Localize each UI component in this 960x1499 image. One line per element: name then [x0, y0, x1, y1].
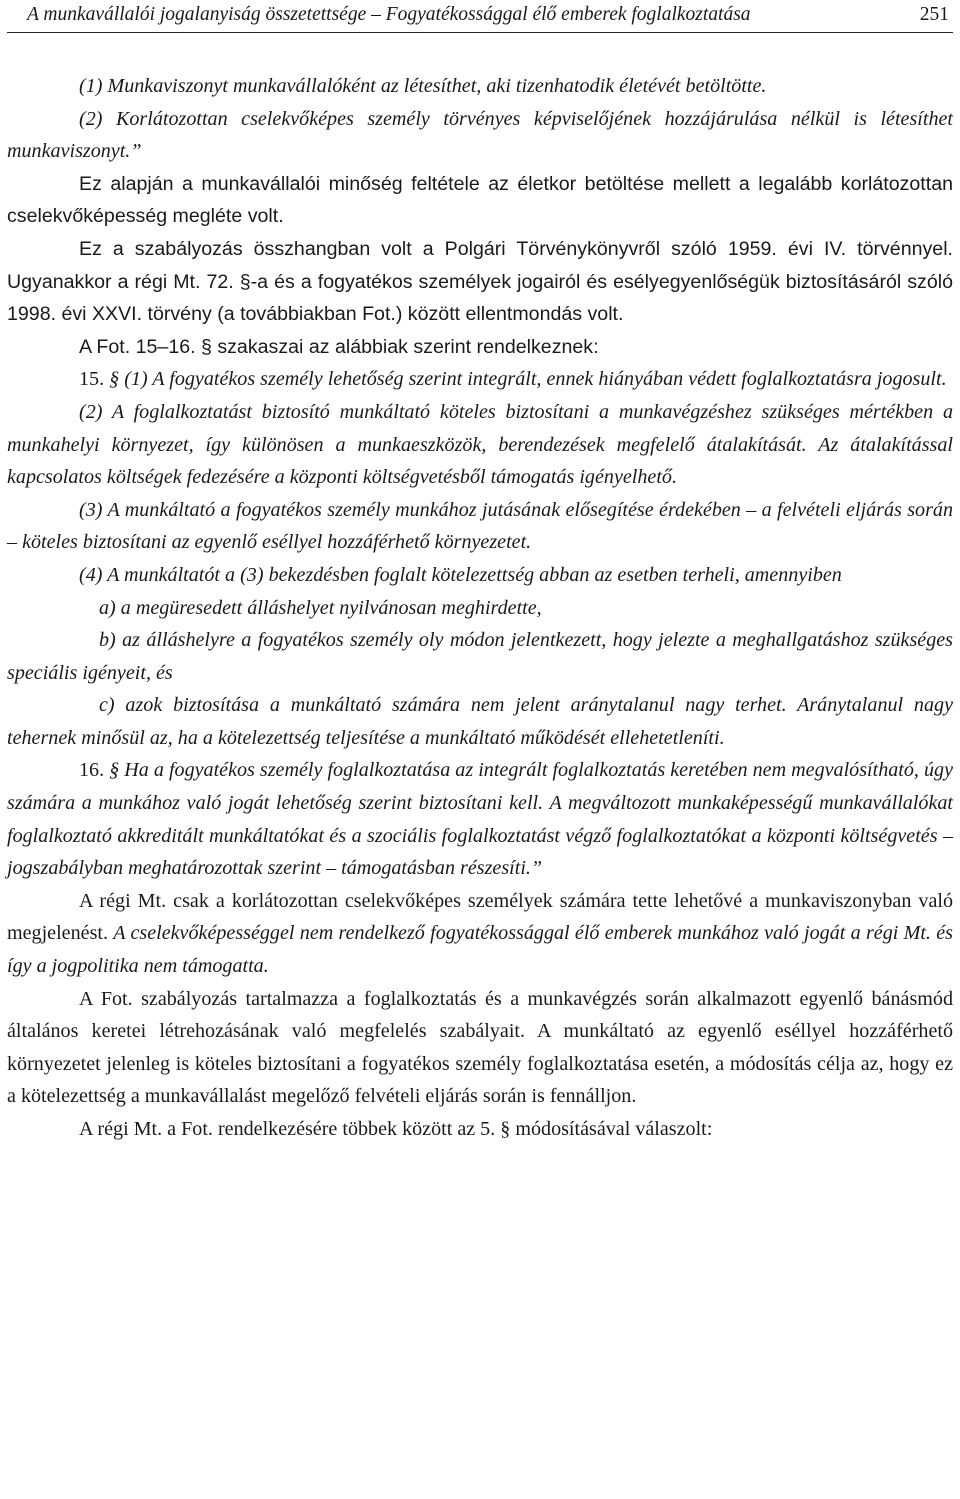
paragraph-section-15-4: (4) A munkáltatót a (3) bekezdésben foglalt kötelezettség abban az esetben terheli, amennyiben — [79, 563, 842, 586]
paragraph-section-15-3: (3) A munkáltató a fogyatékos személy munkához jutásának elősegítése érdekében – a felvételi eljárás során – köteles biztosítani az egyenlő eséllyel hozzáférhető környezetet. — [7, 498, 953, 554]
paragraph-5: A Fot. 15–16. § szakaszai az alábbiak szerint rendelkeznek: — [79, 335, 599, 358]
section-15-number: 15. — [79, 368, 110, 391]
body-text — [7, 70, 953, 1146]
paragraph-16: A régi Mt. a Fot. rendelkezésére többek között az 5. § módosításával válaszolt: — [79, 1118, 713, 1140]
section-16-text: § Ha a fogyatékos személy foglalkoztatása az integrált foglalkoztatás keretében nem megvalósítható, úgy számára a munkához való jogát lehetőség szerint biztosítani kell. A megváltozott munkaképességű munkavállalókat foglalkoztató akkreditált munkáltatókat és a szociális foglalkoztatást végző foglalkoztatókat a központi költségvetés – jogszabályban meghatározottak szerint – támogatásban részesíti.” — [7, 759, 954, 880]
list-item-a: a) a megüresedett álláshelyet nyilvánosan meghirdette, — [99, 596, 542, 619]
section-15-text: § (1) A fogyatékos személy lehetőség szerint integrált, ennek hiányában védett foglalkoztatásra jogosult. — [109, 368, 947, 391]
section-16-number: 16. — [79, 759, 110, 782]
running-title: A munkavállalói jogalanyiság összetettsége – Fogyatékossággal élő emberek foglalkoztatása — [27, 4, 751, 25]
paragraph-quote-1: (1) Munkaviszonyt munkavállalóként az létesíthet, aki tizenhatodik életévét betöltötte. — [79, 75, 767, 97]
paragraph-14-italic: A cselekvőképességgel nem rendelkező fogyatékossággal élő emberek munkához való jogát a régi Mt. és így a jogpolitika nem támogatta. — [7, 922, 953, 978]
paragraph-15: A Fot. szabályozás tartalmazza a foglalkoztatás és a munkavégzés során alkalmazott egyenlő bánásmód általános keretei létrehozásának való megfelelés szabályait. A munkáltató az egyenlő eséllyel hozzáférhető környezetet jelenleg is köteles biztosítani a fogyatékos személy foglalkoztatása esetén, a módosítás célja az, hogy ez a kötelezettség a munkavállalást megelőző felvételi eljárás során is fennálljon. — [7, 987, 953, 1108]
paragraph-14-lead: A régi Mt. csak a korlátozottan cselekvőképes személyek számára tette lehetővé a munkaviszonyban való megjelenést. — [7, 889, 953, 945]
list-item-b: b) az álláshelyre a fogyatékos személy oly módon jelentkezett, hogy jelezte a meghallgatáshoz szükséges speciális igényeit, és — [7, 629, 953, 684]
page-number: 251 — [919, 4, 949, 25]
paragraph-14 — [7, 885, 953, 983]
paragraph-section-15 — [7, 363, 953, 396]
running-header — [7, 0, 953, 33]
paragraph-section-16 — [7, 754, 953, 884]
paragraph-4: Ez a szabályozás összhangban volt a Polgári Törvénykönyvről szóló 1959. évi IV. törvénnyel. Ugyanakkor a régi Mt. 72. §-a és a fogyatékos személyek jogairól és esélyegyenlőségük biztosításáról szóló 1998. évi XXVI. törvény (a továbbiakban Fot.) között ellentmondás volt. — [7, 237, 953, 326]
paragraph-section-15-2: (2) A foglalkoztatást biztosító munkáltató köteles biztosítani a munkavégzéshez szükséges mértékben a munkahelyi környezet, így különösen a munkaeszközök, berendezések megfelelő átalakítását. Az átalakítással kapcsolatos költségek fedezésére a központi költségvetésből támogatás igényelhető. — [7, 400, 953, 489]
paragraph-quote-2: (2) Korlátozottan cselekvőképes személy törvényes képviselőjének hozzájárulása nélkül is létesíthet munkaviszonyt.” — [7, 107, 953, 163]
list-item-c: c) azok biztosítása a munkáltató számára nem jelent aránytalanul nagy terhet. Aránytalanul nagy tehernek minősül az, ha a kötelezettség teljesítése a munkáltató működését ellehetetleníti. — [7, 694, 953, 749]
paragraph-3: Ez alapján a munkavállalói minőség feltétele az életkor betöltése mellett a legalább korlátozottan cselekvőképesség megléte volt. — [7, 172, 953, 228]
